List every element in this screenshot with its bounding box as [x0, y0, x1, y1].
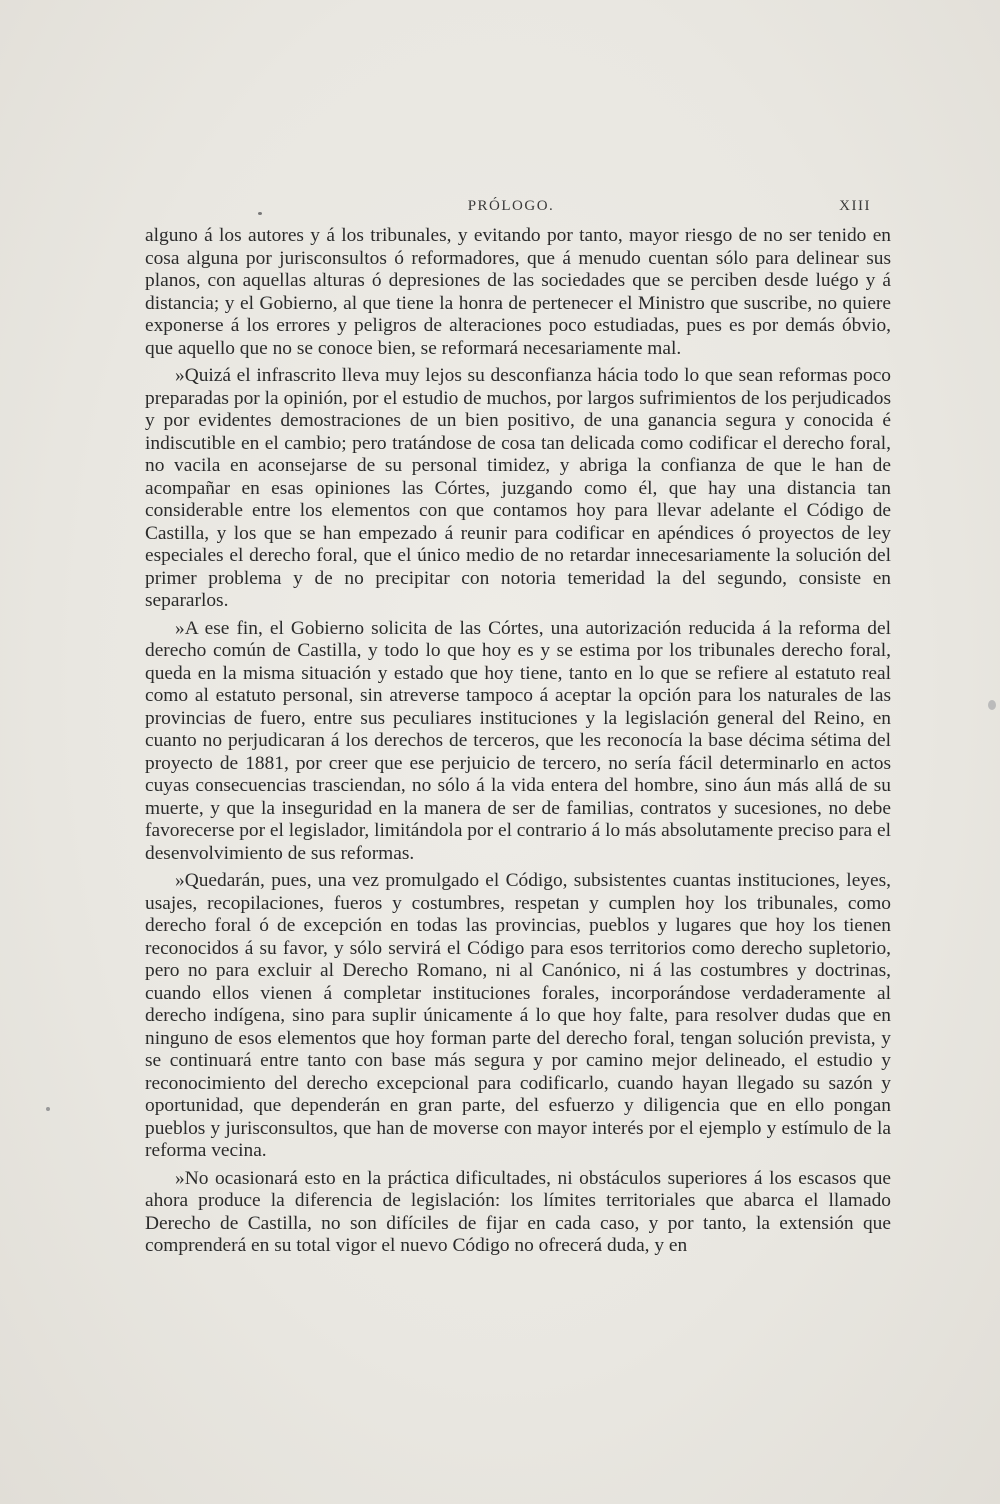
page-number: XIII	[839, 198, 871, 214]
paragraph: »No ocasionará esto en la práctica dificultades, ni obstáculos superiores á los escasos que ahora produce la diferencia de legislación: los límites territoriales que abarca el llamado Derecho de Castilla, no son difíciles de fijar en cada caso, y por tanto, la extensión que comprenderá en su total vigor el nuevo Código no ofrecerá duda, y en	[145, 1167, 891, 1256]
page-header	[145, 198, 877, 222]
ink-speck	[988, 700, 996, 710]
paragraph: alguno á los autores y á los tribunales, y evitando por tanto, mayor riesgo de no ser tenido en cosa alguna por jurisconsultos ó reformadores, que á menudo cuentan sólo para delinear sus planos, con aquellas alturas ó depresiones de las sociedades que se perciben desde luégo y á distancia; y el Gobierno, al que tiene la honra de pertenecer el Ministro que suscribe, no quiere exponerse á los errores y peligros de alteraciones poco estudiadas, pues es por demás óbvio, que aquello que no se conoce bien, se reformará necesariamente mal.	[145, 225, 891, 359]
paragraph: »A ese fin, el Gobierno solicita de las Córtes, una autorización reducida á la reforma del derecho común de Castilla, y todo lo que hoy es y se estima por los tribunales derecho foral, queda en la misma situación y estado que hoy tiene, tanto en lo que se refiere al estatuto real como al estatuto personal, sin atreverse tampoco á aceptar la opción para los naturales de las provincias de fuero, entre sus peculiares instituciones y la legislación general del Reino, en cuanto no perjudicaran á los derechos de terceros, que les reconocía la base décima sétima del proyecto de 1881, por creer que ese perjuicio de tercero, no sería fácil determinarlo en actos cuyas consecuencias trasciendan, no sólo á la vida entera del hombre, sino áun más allá de su muerte, y que la inseguridad en la manera de ser de familias, contratos y sucesiones, no debe favorecerse por el legislador, limitándola por el contrario á lo más absolutamente preciso para el desenvolvimiento de sus reformas.	[145, 617, 892, 864]
paragraph: »Quedarán, pues, una vez promulgado el Código, subsistentes cuantas instituciones, leyes, usajes, recopilaciones, fueros y costumbres, respetan y cumplen hoy los tribunales, como derecho foral ó de excepción en todas las provincias, pueblos y lugares que hoy los tienen reconocidos á su favor, y sólo servirá el Código para esos territorios como derecho supletorio, pero no para excluir al Derecho Romano, ni al Canónico, ni á las costumbres y doctrinas, cuando ellos vienen á completar instituciones forales, incorporándose verdaderamente al derecho indígena, sino para suplir únicamente á lo que hoy falte, para resolver dudas que en ninguno de esos elementos que hoy forman parte del derecho foral, tengan solución prevista, y se continuará entre tanto con base más segura y por camino mejor delineado, el estudio y reconocimiento del derecho excepcional para codificarlo, cuando hayan llegado su sazón y oportunidad, que dependerán en gran parte, del esfuerzo y diligencia que en ello pongan pueblos y jurisconsultos, que han de moverse con mayor interés por el ejemplo y estímulo de la reforma vecina.	[145, 870, 891, 1161]
body-text	[145, 225, 891, 1263]
paragraph: »Quizá el infrascrito lleva muy lejos su desconfianza hácia todo lo que sean reformas poco preparadas por la opinión, por el estudio de muchos, por largos sufrimientos de los perjudicados y por evidentes demostraciones de un bien positivo, de una ganancia segura y conocida é indiscutible en el cambio; pero tratándose de cosa tan delicada como codificar el derecho foral, no vacila en aconsejarse de su personal timidez, y abriga la confianza de que le han de acompañar en esas opiniones las Córtes, juzgando como él, que hay una distancia tan considerable entre los elementos con que contamos hoy para llevar adelante el Código de Castilla, y los que se han empezado á reunir para codificar en apéndices ó proyectos de ley especiales el derecho foral, que el único medio de no retardar innecesariamente la solución del primer problema y de no precipitar con notoria temeridad la del segundo, consiste en separarlos.	[145, 365, 891, 611]
ink-speck	[46, 1107, 50, 1111]
ink-speck	[258, 212, 262, 215]
running-title: PRÓLOGO.	[467, 198, 555, 214]
